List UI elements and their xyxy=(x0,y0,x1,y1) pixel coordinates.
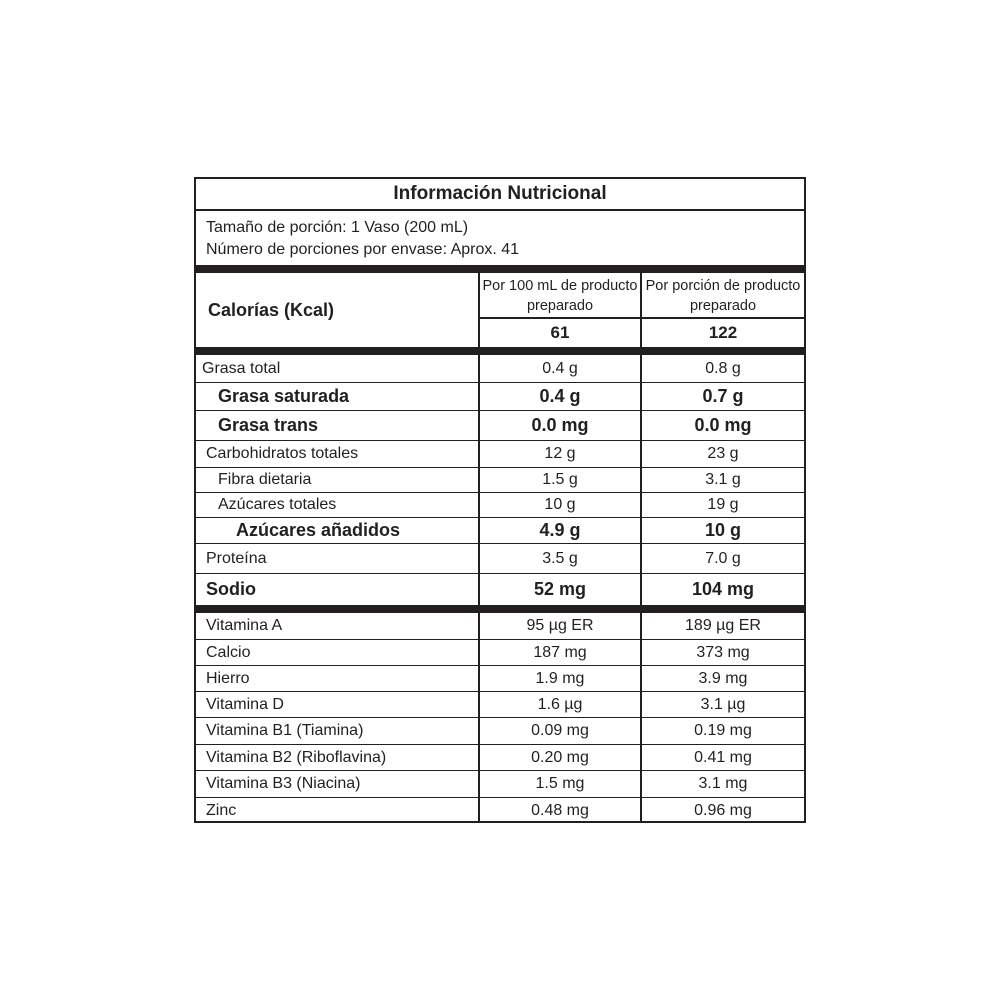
nutrient-name: Azúcares totales xyxy=(196,493,480,517)
nutrient-row-carbohidratos xyxy=(196,441,804,468)
vitamin-name: Hierro xyxy=(196,666,480,691)
nutrient-value-portion: 0.8 g xyxy=(705,359,741,377)
vitamin-value-portion: 0.41 mg xyxy=(694,748,752,766)
vitamin-row-a xyxy=(196,613,804,640)
calories-label: Calorías (Kcal) xyxy=(196,273,480,347)
nutrient-name: Carbohidratos totales xyxy=(196,441,480,467)
vitamin-value-100ml: 95 µg ER xyxy=(480,613,642,639)
calories-value-portion: 122 xyxy=(708,323,738,342)
nutrient-value-100ml: 10 g xyxy=(480,493,642,517)
vitamin-value-100ml: 1.6 µg xyxy=(480,692,642,717)
nutrient-row-grasa-trans xyxy=(196,411,804,441)
nutrient-row-proteina xyxy=(196,544,804,574)
column-header-portion: Por porción de producto preparado xyxy=(642,273,804,319)
nutrient-value-portion: 10 g xyxy=(704,520,742,540)
nutrient-value-100ml: 1.5 g xyxy=(480,468,642,492)
nutrient-value-100ml: 12 g xyxy=(480,441,642,467)
nutrient-name: Proteína xyxy=(196,544,480,573)
vitamin-name: Vitamina B1 (Tiamina) xyxy=(196,718,480,744)
nutrient-value-100ml: 4.9 g xyxy=(480,518,642,543)
nutrient-value-100ml: 3.5 g xyxy=(480,544,642,573)
calories-col-portion xyxy=(642,273,804,347)
servings-per-container: Número de porciones por envase: Aprox. 41 xyxy=(206,241,520,258)
vitamin-value-portion: 189 µg ER xyxy=(685,617,761,634)
vitamin-value-100ml: 0.48 mg xyxy=(480,798,642,823)
vitamin-value-portion: 0.19 mg xyxy=(694,722,752,739)
serving-info xyxy=(196,211,804,265)
nutrient-name: Azúcares añadidos xyxy=(196,518,480,543)
nutrient-value-100ml: 52 mg xyxy=(480,574,642,605)
vitamin-row-calcio xyxy=(196,640,804,666)
thick-divider xyxy=(196,605,804,613)
thick-divider xyxy=(196,347,804,355)
vitamin-value-100ml: 1.5 mg xyxy=(480,771,642,797)
nutrient-row-grasa-total xyxy=(196,355,804,383)
vitamin-value-portion: 3.1 µg xyxy=(700,695,746,713)
vitamin-value-100ml: 187 mg xyxy=(480,640,642,665)
vitamin-name: Zinc xyxy=(196,798,480,823)
nutrient-row-azucares-totales xyxy=(196,493,804,518)
nutrient-name: Grasa trans xyxy=(196,411,480,440)
nutrient-value-portion: 104 mg xyxy=(691,579,755,599)
vitamin-name: Vitamina B3 (Niacina) xyxy=(196,771,480,797)
table-title: Información Nutricional xyxy=(196,179,804,211)
nutrient-name: Fibra dietaria xyxy=(196,468,480,492)
nutrition-facts-table xyxy=(194,177,806,823)
vitamin-row-b1 xyxy=(196,718,804,745)
vitamin-value-portion: 373 mg xyxy=(696,643,750,661)
nutrient-name: Sodio xyxy=(196,574,480,605)
nutrient-row-sodio xyxy=(196,574,804,605)
nutrient-value-portion: 3.1 g xyxy=(705,471,741,488)
nutrient-name: Grasa total xyxy=(196,355,480,382)
nutrient-row-azucares-anadidos xyxy=(196,518,804,544)
vitamin-row-zinc xyxy=(196,798,804,823)
nutrient-value-portion: 7.0 g xyxy=(705,549,741,567)
column-header-100ml: Por 100 mL de producto preparado xyxy=(480,273,640,319)
vitamin-value-portion: 3.9 mg xyxy=(698,669,748,687)
nutrient-row-grasa-saturada xyxy=(196,383,804,411)
vitamin-name: Calcio xyxy=(196,640,480,665)
calories-col-100ml xyxy=(480,273,642,347)
nutrient-value-portion: 23 g xyxy=(707,445,739,462)
vitamin-value-100ml: 0.09 mg xyxy=(480,718,642,744)
nutrient-row-fibra xyxy=(196,468,804,493)
vitamin-row-d xyxy=(196,692,804,718)
vitamin-row-b3 xyxy=(196,771,804,798)
nutrient-name: Grasa saturada xyxy=(196,383,480,410)
vitamin-name: Vitamina A xyxy=(196,613,480,639)
vitamin-value-portion: 0.96 mg xyxy=(694,801,752,819)
calories-row xyxy=(196,273,804,347)
nutrient-value-100ml: 0.0 mg xyxy=(480,411,642,440)
nutrient-value-portion: 0.7 g xyxy=(702,386,744,406)
vitamin-row-b2 xyxy=(196,745,804,771)
calories-value-100ml: 61 xyxy=(550,323,570,342)
vitamin-value-portion: 3.1 mg xyxy=(698,775,748,792)
serving-size: Tamaño de porción: 1 Vaso (200 mL) xyxy=(206,219,469,236)
vitamin-name: Vitamina B2 (Riboflavina) xyxy=(196,745,480,770)
vitamin-value-100ml: 0.20 mg xyxy=(480,745,642,770)
nutrient-value-100ml: 0.4 g xyxy=(480,383,642,410)
nutrient-value-100ml: 0.4 g xyxy=(480,355,642,382)
vitamin-value-100ml: 1.9 mg xyxy=(480,666,642,691)
thick-divider xyxy=(196,265,804,273)
vitamin-row-hierro xyxy=(196,666,804,692)
nutrient-value-portion: 19 g xyxy=(707,496,739,513)
vitamin-name: Vitamina D xyxy=(196,692,480,717)
nutrient-value-portion: 0.0 mg xyxy=(694,415,752,435)
